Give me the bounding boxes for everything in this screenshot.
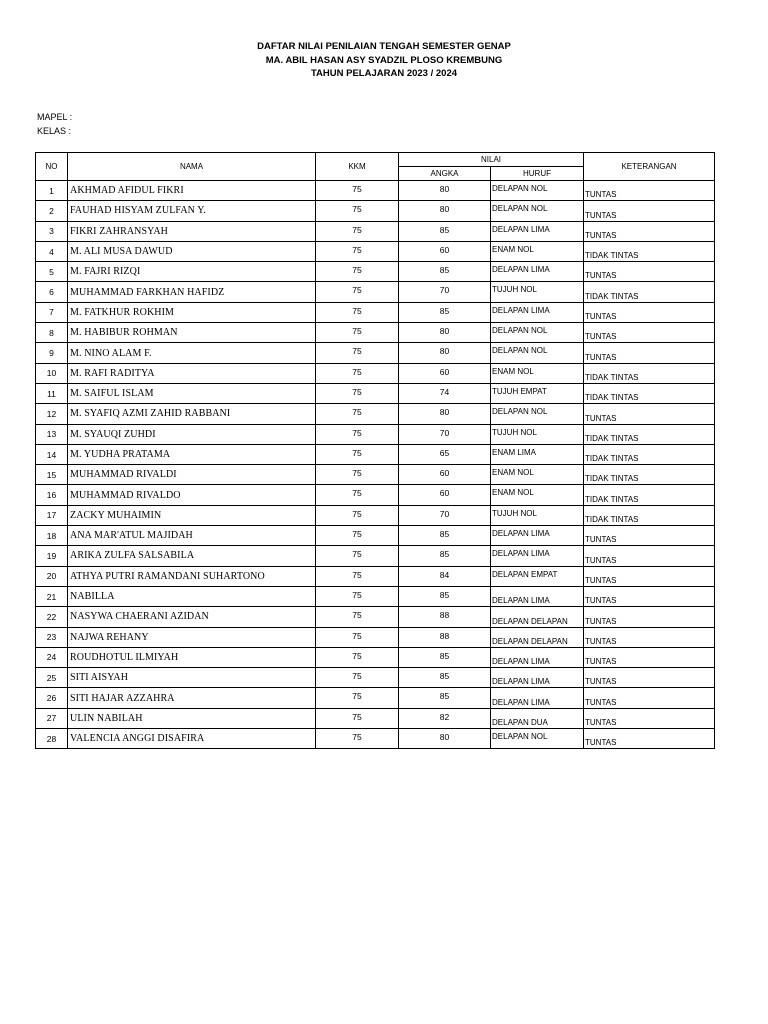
kkm-value: 75 bbox=[316, 181, 399, 201]
score-number: 80 bbox=[399, 201, 491, 221]
status-text: TUNTAS bbox=[584, 343, 715, 363]
status-text: TIDAK TINTAS bbox=[584, 383, 715, 403]
row-number: 11 bbox=[36, 383, 68, 403]
score-words: DELAPAN LIMA bbox=[491, 586, 584, 606]
kkm-value: 75 bbox=[316, 282, 399, 302]
status-text: TIDAK TINTAS bbox=[584, 363, 715, 383]
score-number: 85 bbox=[399, 688, 491, 708]
table-row bbox=[36, 668, 715, 688]
row-number: 3 bbox=[36, 221, 68, 241]
table-row bbox=[36, 343, 715, 363]
table-row bbox=[36, 323, 715, 343]
row-number: 15 bbox=[36, 465, 68, 485]
student-name: M. RAFI RADITYA bbox=[68, 363, 316, 383]
table-row bbox=[36, 383, 715, 403]
score-number: 85 bbox=[399, 262, 491, 282]
status-text: TUNTAS bbox=[584, 546, 715, 566]
row-number: 13 bbox=[36, 424, 68, 444]
row-number: 2 bbox=[36, 201, 68, 221]
table-row bbox=[36, 586, 715, 606]
table-row bbox=[36, 465, 715, 485]
score-number: 80 bbox=[399, 729, 491, 749]
table-row bbox=[36, 201, 715, 221]
student-name: ROUDHOTUL ILMIYAH bbox=[68, 647, 316, 667]
score-words: ENAM NOL bbox=[491, 485, 584, 505]
score-words: DELAPAN LIMA bbox=[491, 647, 584, 667]
table-row bbox=[36, 546, 715, 566]
score-number: 85 bbox=[399, 546, 491, 566]
row-number: 18 bbox=[36, 526, 68, 546]
status-text: TIDAK TINTAS bbox=[584, 241, 715, 261]
status-text: TIDAK TINTAS bbox=[584, 424, 715, 444]
status-text: TUNTAS bbox=[584, 688, 715, 708]
status-text: TUNTAS bbox=[584, 566, 715, 586]
table-row bbox=[36, 241, 715, 261]
student-name: ARIKA ZULFA SALSABILA bbox=[68, 546, 316, 566]
row-number: 26 bbox=[36, 688, 68, 708]
score-number: 70 bbox=[399, 282, 491, 302]
status-text: TIDAK TINTAS bbox=[584, 282, 715, 302]
student-name: M. FATKHUR ROKHIM bbox=[68, 302, 316, 322]
kkm-value: 75 bbox=[316, 708, 399, 728]
row-number: 7 bbox=[36, 302, 68, 322]
score-words: ENAM NOL bbox=[491, 241, 584, 261]
row-number: 22 bbox=[36, 607, 68, 627]
student-name: MUHAMMAD RIVALDO bbox=[68, 485, 316, 505]
score-words: DELAPAN NOL bbox=[491, 729, 584, 749]
column-header-keterangan: KETERANGAN bbox=[584, 153, 715, 181]
score-words: DELAPAN LIMA bbox=[491, 221, 584, 241]
score-words: DELAPAN EMPAT bbox=[491, 566, 584, 586]
kkm-value: 75 bbox=[316, 444, 399, 464]
status-text: TUNTAS bbox=[584, 647, 715, 667]
document-header bbox=[0, 40, 768, 81]
student-name: NASYWA CHAERANI AZIDAN bbox=[68, 607, 316, 627]
row-number: 24 bbox=[36, 647, 68, 667]
status-text: TUNTAS bbox=[584, 262, 715, 282]
class-label: KELAS : bbox=[37, 126, 72, 136]
table-row bbox=[36, 363, 715, 383]
student-name: AKHMAD AFIDUL FIKRI bbox=[68, 181, 316, 201]
score-words: DELAPAN LIMA bbox=[491, 302, 584, 322]
row-number: 19 bbox=[36, 546, 68, 566]
kkm-value: 75 bbox=[316, 505, 399, 525]
student-name: FIKRI ZAHRANSYAH bbox=[68, 221, 316, 241]
score-number: 80 bbox=[399, 343, 491, 363]
row-number: 12 bbox=[36, 404, 68, 424]
score-number: 60 bbox=[399, 485, 491, 505]
student-name: ANA MAR'ATUL MAJIDAH bbox=[68, 526, 316, 546]
row-number: 17 bbox=[36, 505, 68, 525]
table-row bbox=[36, 688, 715, 708]
score-words: DELAPAN NOL bbox=[491, 181, 584, 201]
score-number: 82 bbox=[399, 708, 491, 728]
table-row bbox=[36, 181, 715, 201]
school-name: MA. ABIL HASAN ASY SYADZIL PLOSO KREMBUNG bbox=[265, 54, 503, 66]
table-row bbox=[36, 627, 715, 647]
student-name: ATHYA PUTRI RAMANDANI SUHARTONO bbox=[68, 566, 316, 586]
student-name: M. YUDHA PRATAMA bbox=[68, 444, 316, 464]
row-number: 8 bbox=[36, 323, 68, 343]
student-name: ULIN NABILAH bbox=[68, 708, 316, 728]
column-header-nama: NAMA bbox=[68, 153, 316, 181]
table-row bbox=[36, 566, 715, 586]
score-words: DELAPAN NOL bbox=[491, 404, 584, 424]
status-text: TUNTAS bbox=[584, 526, 715, 546]
status-text: TIDAK TINTAS bbox=[584, 485, 715, 505]
kkm-value: 75 bbox=[316, 343, 399, 363]
score-number: 70 bbox=[399, 424, 491, 444]
kkm-value: 75 bbox=[316, 546, 399, 566]
score-number: 60 bbox=[399, 241, 491, 261]
row-number: 5 bbox=[36, 262, 68, 282]
kkm-value: 75 bbox=[316, 424, 399, 444]
kkm-value: 75 bbox=[316, 404, 399, 424]
table-row bbox=[36, 302, 715, 322]
row-number: 10 bbox=[36, 363, 68, 383]
score-number: 85 bbox=[399, 302, 491, 322]
student-name: VALENCIA ANGGI DISAFIRA bbox=[68, 729, 316, 749]
student-name: M. SAIFUL ISLAM bbox=[68, 383, 316, 403]
table-row bbox=[36, 729, 715, 749]
score-number: 85 bbox=[399, 221, 491, 241]
score-words: DELAPAN NOL bbox=[491, 201, 584, 221]
status-text: TUNTAS bbox=[584, 181, 715, 201]
status-text: TUNTAS bbox=[584, 708, 715, 728]
score-words: DELAPAN DUA bbox=[491, 708, 584, 728]
student-name: MUHAMMAD RIVALDI bbox=[68, 465, 316, 485]
kkm-value: 75 bbox=[316, 221, 399, 241]
kkm-value: 75 bbox=[316, 607, 399, 627]
score-words: DELAPAN LIMA bbox=[491, 688, 584, 708]
kkm-value: 75 bbox=[316, 465, 399, 485]
table-row bbox=[36, 282, 715, 302]
row-number: 1 bbox=[36, 181, 68, 201]
kkm-value: 75 bbox=[316, 485, 399, 505]
score-words: TUJUH NOL bbox=[491, 505, 584, 525]
row-number: 23 bbox=[36, 627, 68, 647]
table-row bbox=[36, 485, 715, 505]
kkm-value: 75 bbox=[316, 647, 399, 667]
student-name: M. ALI MUSA DAWUD bbox=[68, 241, 316, 261]
column-header-no: NO bbox=[36, 153, 68, 181]
score-words: TUJUH NOL bbox=[491, 282, 584, 302]
row-number: 20 bbox=[36, 566, 68, 586]
score-number: 88 bbox=[399, 607, 491, 627]
score-number: 84 bbox=[399, 566, 491, 586]
grades-table bbox=[35, 152, 715, 749]
status-text: TUNTAS bbox=[584, 627, 715, 647]
status-text: TUNTAS bbox=[584, 586, 715, 606]
kkm-value: 75 bbox=[316, 302, 399, 322]
student-name: NAJWA REHANY bbox=[68, 627, 316, 647]
score-number: 88 bbox=[399, 627, 491, 647]
score-words: DELAPAN NOL bbox=[491, 343, 584, 363]
student-name: M. FAJRI RIZQI bbox=[68, 262, 316, 282]
score-words: ENAM NOL bbox=[491, 363, 584, 383]
table-row bbox=[36, 647, 715, 667]
column-header-huruf: HURUF bbox=[491, 167, 584, 181]
score-number: 80 bbox=[399, 404, 491, 424]
status-text: TUNTAS bbox=[584, 607, 715, 627]
student-name: ZACKY MUHAIMIN bbox=[68, 505, 316, 525]
row-number: 21 bbox=[36, 586, 68, 606]
row-number: 14 bbox=[36, 444, 68, 464]
kkm-value: 75 bbox=[316, 627, 399, 647]
student-name: M. SYAUQI ZUHDI bbox=[68, 424, 316, 444]
score-number: 60 bbox=[399, 363, 491, 383]
status-text: TUNTAS bbox=[584, 729, 715, 749]
score-number: 85 bbox=[399, 647, 491, 667]
table-row bbox=[36, 607, 715, 627]
column-header-kkm: KKM bbox=[316, 153, 399, 181]
score-words: TUJUH EMPAT bbox=[491, 383, 584, 403]
score-words: TUJUH NOL bbox=[491, 424, 584, 444]
student-name: M. HABIBUR ROHMAN bbox=[68, 323, 316, 343]
student-name: MUHAMMAD FARKHAN HAFIDZ bbox=[68, 282, 316, 302]
score-words: ENAM LIMA bbox=[491, 444, 584, 464]
kkm-value: 75 bbox=[316, 262, 399, 282]
status-text: TUNTAS bbox=[584, 302, 715, 322]
status-text: TUNTAS bbox=[584, 221, 715, 241]
subject-label: MAPEL : bbox=[37, 112, 73, 122]
score-words: DELAPAN LIMA bbox=[491, 668, 584, 688]
status-text: TUNTAS bbox=[584, 404, 715, 424]
kkm-value: 75 bbox=[316, 201, 399, 221]
kkm-value: 75 bbox=[316, 688, 399, 708]
kkm-value: 75 bbox=[316, 363, 399, 383]
score-words: DELAPAN DELAPAN bbox=[491, 607, 584, 627]
row-number: 28 bbox=[36, 729, 68, 749]
student-name: M. SYAFIQ AZMI ZAHID RABBANI bbox=[68, 404, 316, 424]
table-row bbox=[36, 505, 715, 525]
table-row bbox=[36, 708, 715, 728]
status-text: TUNTAS bbox=[584, 668, 715, 688]
score-words: DELAPAN LIMA bbox=[491, 526, 584, 546]
student-name: NABILLA bbox=[68, 586, 316, 606]
kkm-value: 75 bbox=[316, 586, 399, 606]
kkm-value: 75 bbox=[316, 526, 399, 546]
student-name: SITI HAJAR AZZAHRA bbox=[68, 688, 316, 708]
column-header-nilai: NILAI bbox=[399, 153, 584, 167]
score-number: 85 bbox=[399, 526, 491, 546]
kkm-value: 75 bbox=[316, 668, 399, 688]
score-words: ENAM NOL bbox=[491, 465, 584, 485]
kkm-value: 75 bbox=[316, 729, 399, 749]
row-number: 6 bbox=[36, 282, 68, 302]
table-row bbox=[36, 262, 715, 282]
student-name: FAUHAD HISYAM ZULFAN Y. bbox=[68, 201, 316, 221]
student-name: SITI AISYAH bbox=[68, 668, 316, 688]
score-number: 80 bbox=[399, 181, 491, 201]
score-number: 85 bbox=[399, 586, 491, 606]
status-text: TIDAK TINTAS bbox=[584, 465, 715, 485]
status-text: TUNTAS bbox=[584, 323, 715, 343]
kkm-value: 75 bbox=[316, 323, 399, 343]
grade-rows bbox=[36, 181, 715, 749]
score-number: 80 bbox=[399, 323, 491, 343]
score-number: 60 bbox=[399, 465, 491, 485]
status-text: TIDAK TINTAS bbox=[584, 444, 715, 464]
row-number: 27 bbox=[36, 708, 68, 728]
table-row bbox=[36, 444, 715, 464]
score-words: DELAPAN NOL bbox=[491, 323, 584, 343]
table-row bbox=[36, 424, 715, 444]
score-number: 70 bbox=[399, 505, 491, 525]
table-row bbox=[36, 404, 715, 424]
student-name: M. NINO ALAM F. bbox=[68, 343, 316, 363]
kkm-value: 75 bbox=[316, 241, 399, 261]
kkm-value: 75 bbox=[316, 566, 399, 586]
academic-year: TAHUN PELAJARAN 2023 / 2024 bbox=[310, 68, 458, 79]
document-title: DAFTAR NILAI PENILAIAN TENGAH SEMESTER GENAP bbox=[257, 41, 511, 52]
kkm-value: 75 bbox=[316, 383, 399, 403]
score-number: 85 bbox=[399, 668, 491, 688]
score-words: DELAPAN LIMA bbox=[491, 262, 584, 282]
score-words: DELAPAN DELAPAN bbox=[491, 627, 584, 647]
column-header-angka: ANGKA bbox=[399, 167, 491, 181]
row-number: 9 bbox=[36, 343, 68, 363]
score-number: 65 bbox=[399, 444, 491, 464]
table-row bbox=[36, 221, 715, 241]
table-row bbox=[36, 526, 715, 546]
score-words: DELAPAN LIMA bbox=[491, 546, 584, 566]
status-text: TUNTAS bbox=[584, 201, 715, 221]
row-number: 4 bbox=[36, 241, 68, 261]
row-number: 16 bbox=[36, 485, 68, 505]
row-number: 25 bbox=[36, 668, 68, 688]
score-number: 74 bbox=[399, 383, 491, 403]
status-text: TIDAK TINTAS bbox=[584, 505, 715, 525]
